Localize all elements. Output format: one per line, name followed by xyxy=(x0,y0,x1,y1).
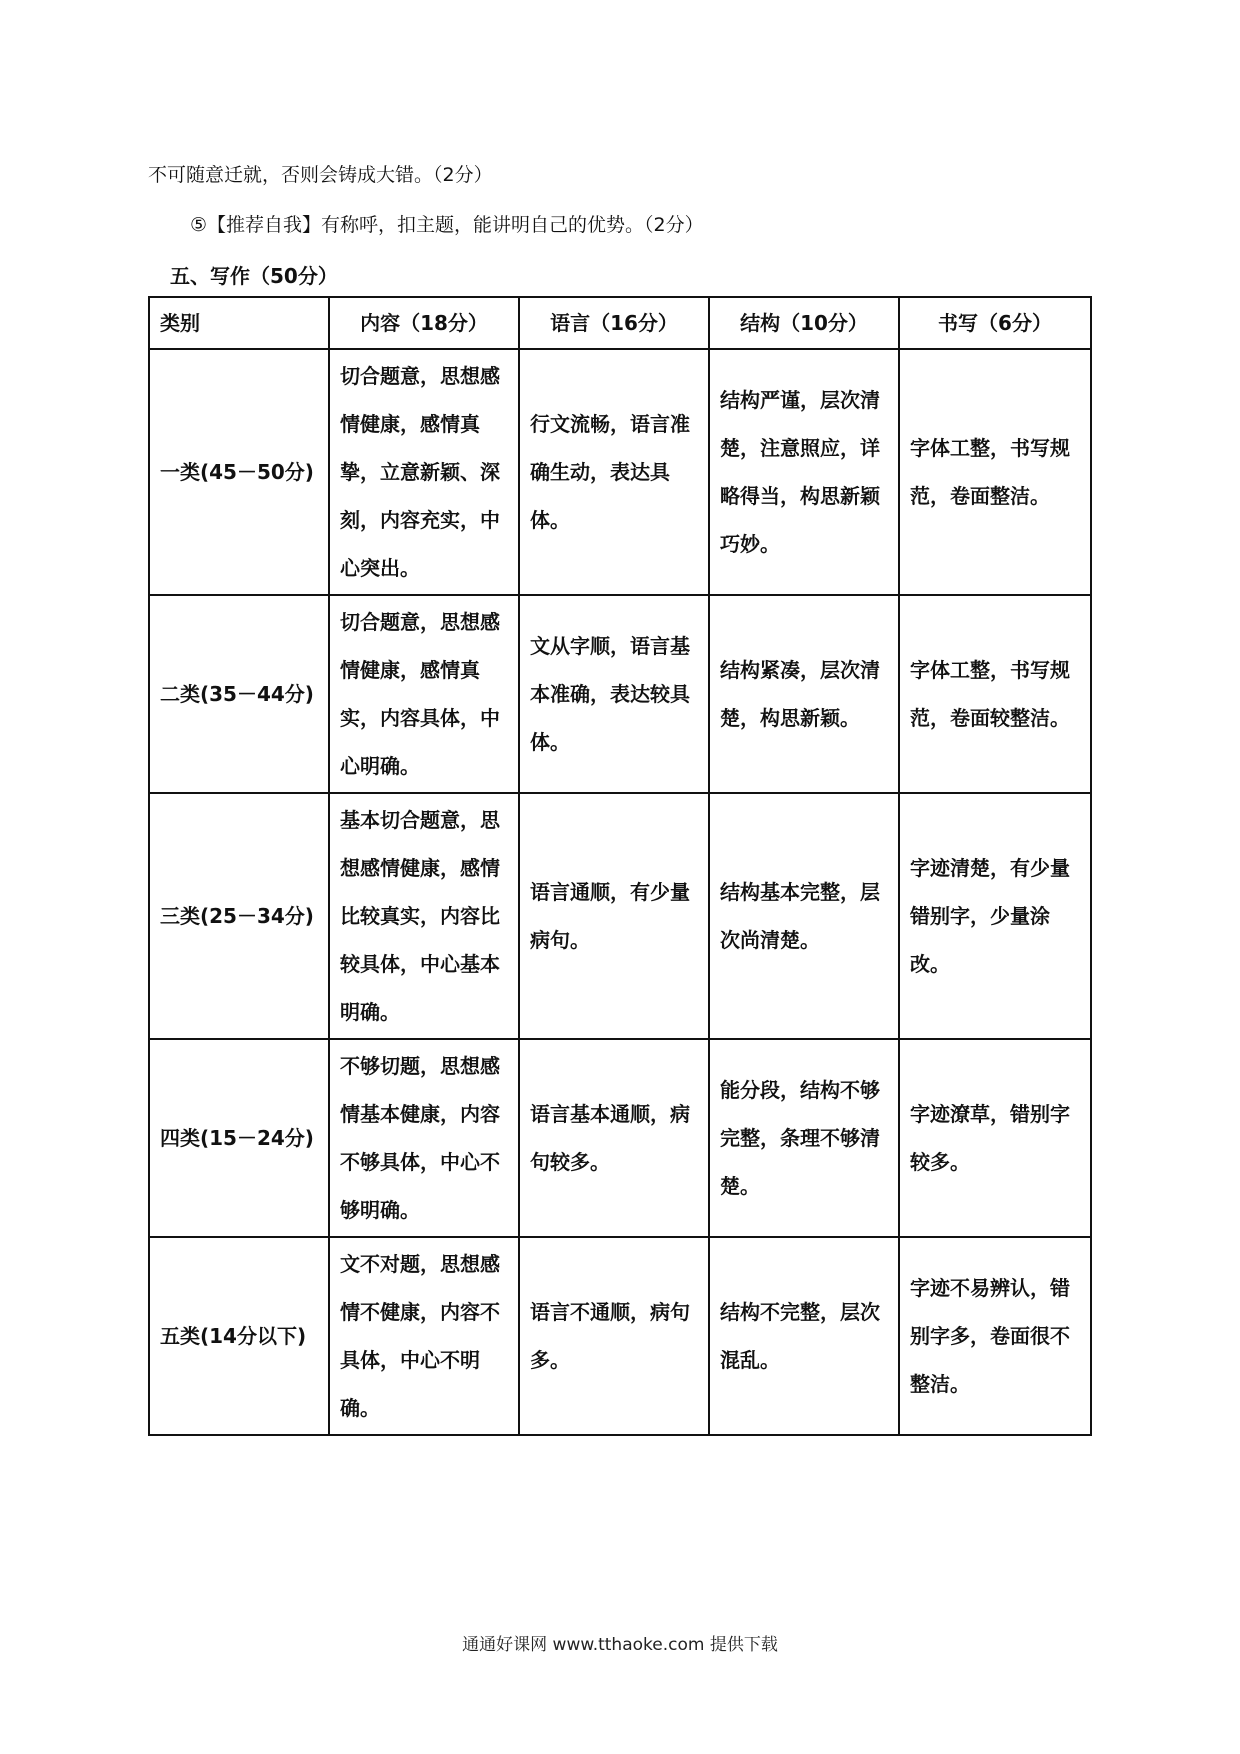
row-language: 语言不通顺，病句多。 xyxy=(519,1237,709,1435)
row-structure: 能分段，结构不够完整，条理不够清楚。 xyxy=(709,1039,899,1237)
writing-rubric-table xyxy=(148,296,1092,1436)
row-category: 三类(25－34分) xyxy=(149,793,329,1039)
table-row xyxy=(149,1039,1091,1237)
table-header-row xyxy=(149,297,1091,349)
row-category: 四类(15－24分) xyxy=(149,1039,329,1237)
row-content: 文不对题，思想感情不健康，内容不具体，中心不明确。 xyxy=(329,1237,519,1435)
row-content: 切合题意，思想感情健康，感情真实，内容具体，中心明确。 xyxy=(329,595,519,793)
row-language: 行文流畅，语言准确生动，表达具体。 xyxy=(519,349,709,595)
answer-text-line: 不可随意迁就，否则会铸成大错。（2分） xyxy=(148,164,493,186)
header-language: 语言（16分） xyxy=(519,297,709,349)
row-language: 文从字顺，语言基本准确，表达较具体。 xyxy=(519,595,709,793)
header-content: 内容（18分） xyxy=(329,297,519,349)
table-row xyxy=(149,595,1091,793)
page-footer: 通通好课网 www.tthaoke.com 提供下载 xyxy=(462,1635,778,1655)
header-structure: 结构（10分） xyxy=(709,297,899,349)
row-category: 五类(14分以下) xyxy=(149,1237,329,1435)
row-content: 切合题意，思想感情健康，感情真挚，立意新颖、深刻，内容充实，中心突出。 xyxy=(329,349,519,595)
answer-item-5: ⑤【推荐自我】有称呼，扣主题，能讲明自己的优势。（2分） xyxy=(190,214,704,236)
row-content: 不够切题，思想感情基本健康，内容不够具体，中心不够明确。 xyxy=(329,1039,519,1237)
row-language: 语言基本通顺，病句较多。 xyxy=(519,1039,709,1237)
header-writing: 书写（6分） xyxy=(899,297,1091,349)
row-content: 基本切合题意，思想感情健康，感情比较真实，内容比较具体，中心基本明确。 xyxy=(329,793,519,1039)
row-structure: 结构紧凑，层次清楚，构思新颖。 xyxy=(709,595,899,793)
row-category: 一类(45－50分) xyxy=(149,349,329,595)
row-structure: 结构不完整，层次混乱。 xyxy=(709,1237,899,1435)
section-heading-writing: 五、写作（50分） xyxy=(170,264,338,288)
table-row xyxy=(149,1237,1091,1435)
header-category: 类别 xyxy=(149,297,329,349)
row-structure: 结构严谨，层次清楚，注意照应，详略得当，构思新颖巧妙。 xyxy=(709,349,899,595)
row-structure: 结构基本完整，层次尚清楚。 xyxy=(709,793,899,1039)
table-row xyxy=(149,793,1091,1039)
row-writing: 字迹清楚，有少量错别字，少量涂改。 xyxy=(899,793,1091,1039)
row-writing: 字迹不易辨认，错别字多，卷面很不整洁。 xyxy=(899,1237,1091,1435)
row-writing: 字体工整，书写规范，卷面较整洁。 xyxy=(899,595,1091,793)
row-writing: 字体工整，书写规范，卷面整洁。 xyxy=(899,349,1091,595)
table-row xyxy=(149,349,1091,595)
row-category: 二类(35－44分) xyxy=(149,595,329,793)
row-language: 语言通顺，有少量病句。 xyxy=(519,793,709,1039)
row-writing: 字迹潦草，错别字较多。 xyxy=(899,1039,1091,1237)
